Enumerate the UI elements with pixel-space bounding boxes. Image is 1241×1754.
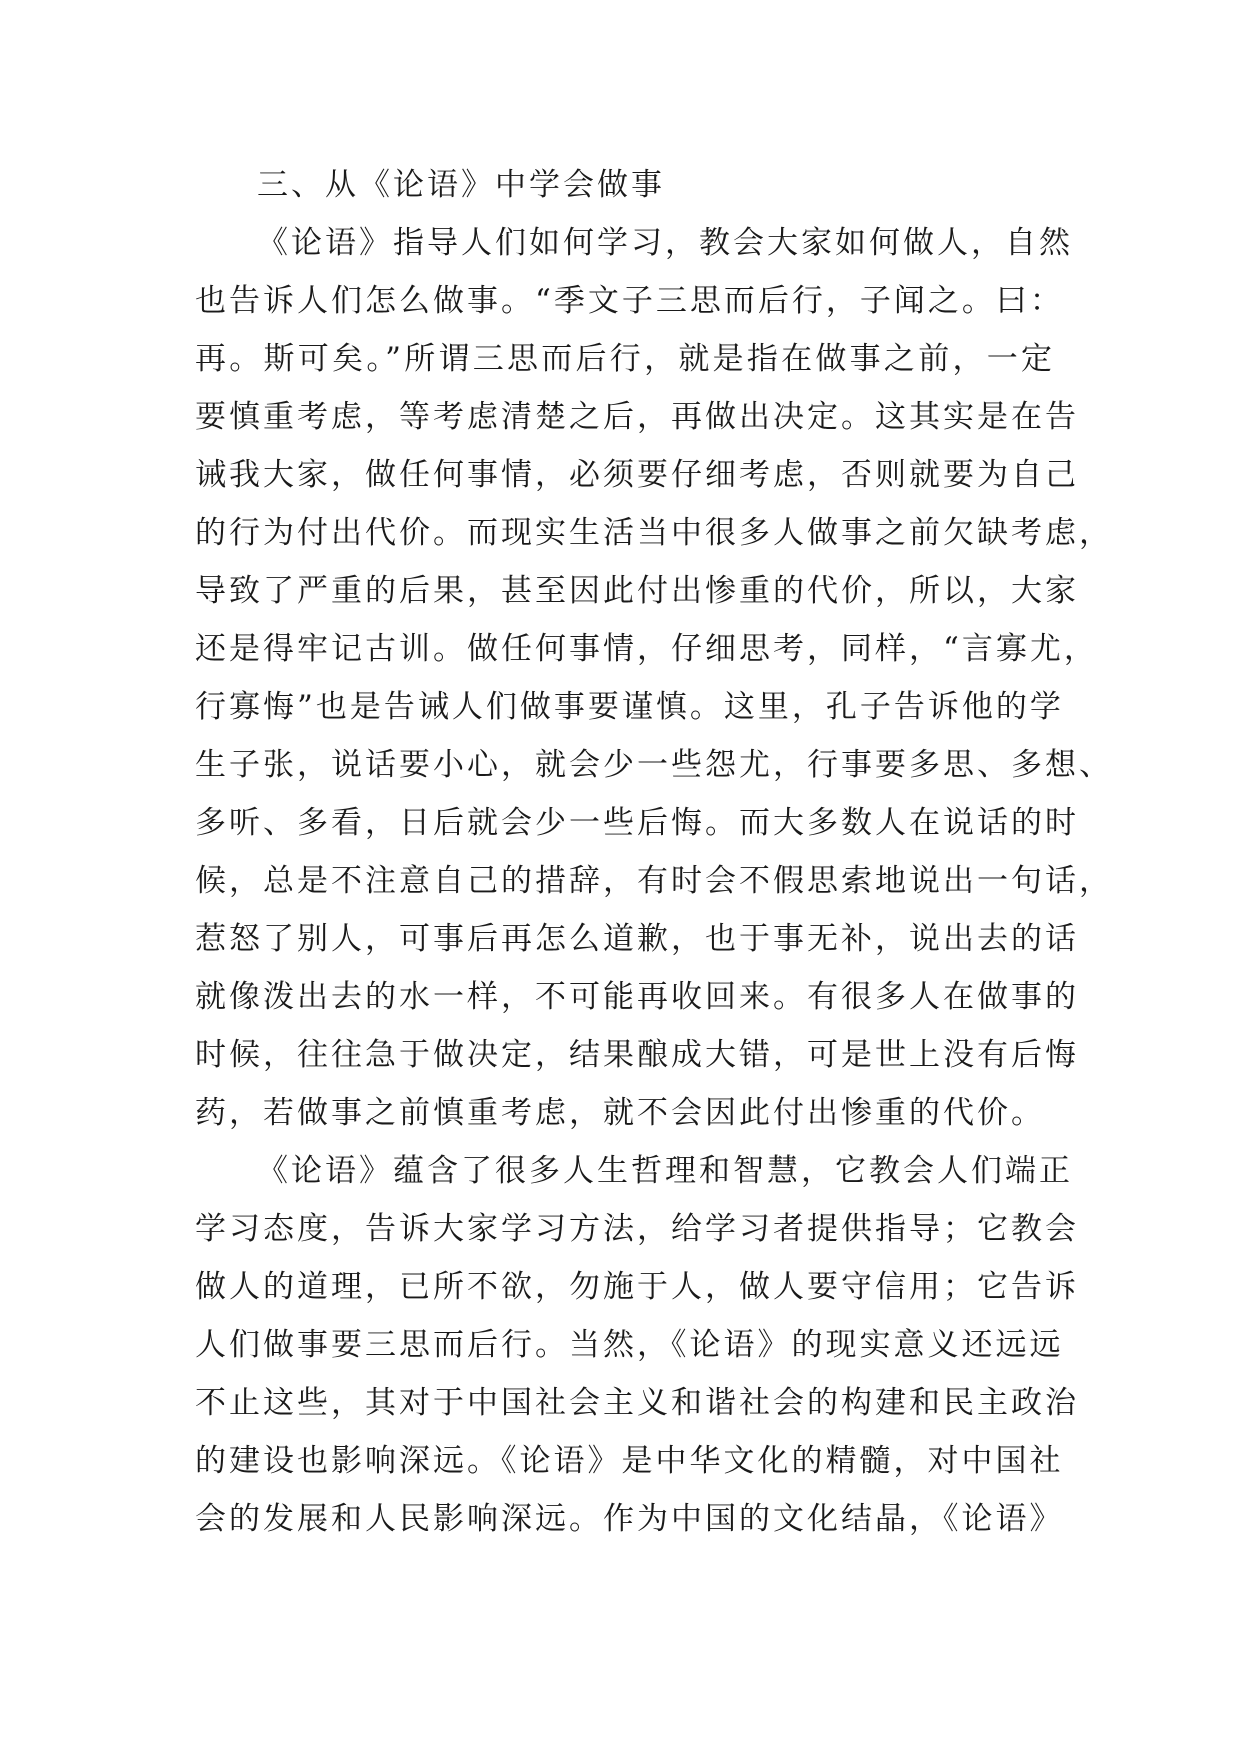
text-line: 生子张，说话要小心，就会少一些怨尤，行事要多思、多想、 <box>195 747 1113 783</box>
document-body <box>195 156 1113 1548</box>
paragraph-1 <box>195 214 1113 1142</box>
text-line: 的行为付出代价。而现实生活当中很多人做事之前欠缺考虑， <box>195 515 1113 551</box>
text-line: 要慎重考虑，等考虑清楚之后，再做出决定。这其实是在告 <box>195 399 1079 435</box>
text-line: 的建设也影响深远。《论语》是中华文化的精髓，对中国社 <box>195 1443 1064 1479</box>
text-line: 《论语》蕴含了很多人生哲理和智慧，它教会人们端正 <box>257 1153 1073 1189</box>
text-line: 不止这些，其对于中国社会主义和谐社会的构建和民主政治 <box>195 1385 1079 1421</box>
text-line: 诫我大家，做任何事情，必须要仔细考虑，否则就要为自己 <box>195 457 1079 493</box>
text-line: 再。斯可矣。”所谓三思而后行，就是指在做事之前，一定 <box>195 341 1055 377</box>
text-line: 就像泼出去的水一样，不可能再收回来。有很多人在做事的 <box>195 979 1079 1015</box>
text-line: 药，若做事之前慎重考虑，就不会因此付出惨重的代价。 <box>195 1095 1045 1131</box>
text-line: 做人的道理，已所不欲，勿施于人，做人要守信用；它告诉 <box>195 1269 1079 1305</box>
text-line: 行寡悔”也是告诫人们做事要谨慎。这里，孔子告诉他的学 <box>195 689 1064 725</box>
text-line: 也告诉人们怎么做事。“季文子三思而后行，子闻之。曰： <box>195 283 1064 319</box>
text-line: 还是得牢记古训。做任何事情，仔细思考，同样，“言寡尤， <box>195 631 1098 667</box>
text-line: 时候，往往急于做决定，结果酿成大错，可是世上没有后悔 <box>195 1037 1079 1073</box>
section-heading: 三、从《论语》中学会做事 <box>257 167 665 203</box>
text-line: 《论语》指导人们如何学习，教会大家如何做人，自然 <box>257 225 1073 261</box>
text-line: 导致了严重的后果，甚至因此付出惨重的代价，所以，大家 <box>195 573 1079 609</box>
paragraph-2 <box>195 1142 1079 1548</box>
text-line: 会的发展和人民影响深远。作为中国的文化结晶，《论语》 <box>195 1501 1064 1537</box>
text-line: 惹怒了别人，可事后再怎么道歉，也于事无补，说出去的话 <box>195 921 1079 957</box>
text-line: 候，总是不注意自己的措辞，有时会不假思索地说出一句话， <box>195 863 1113 899</box>
text-line: 学习态度，告诉大家学习方法，给学习者提供指导；它教会 <box>195 1211 1079 1247</box>
text-line: 多听、多看，日后就会少一些后悔。而大多数人在说话的时 <box>195 805 1079 841</box>
text-line: 人们做事要三思而后行。当然，《论语》的现实意义还远远 <box>195 1327 1064 1363</box>
